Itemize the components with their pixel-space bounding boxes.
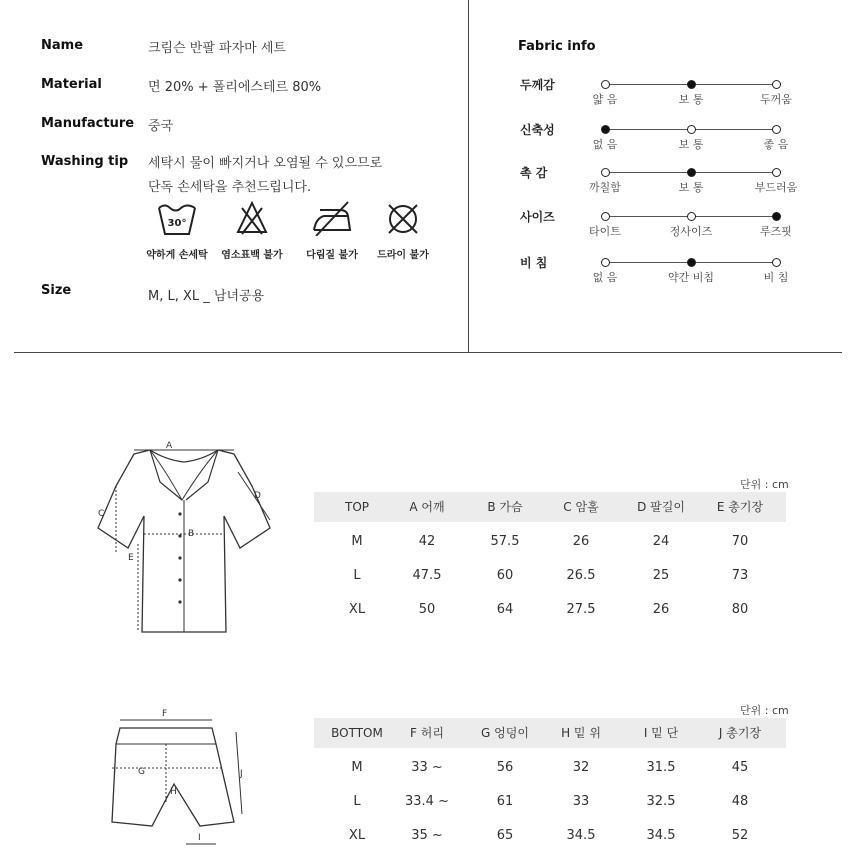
fabric-row-label: 신축성 (520, 123, 555, 137)
material-value: 면 20% + 폴리에스테르 80% (148, 80, 322, 95)
table-cell: 24 (652, 534, 670, 549)
table-cell: 80 (731, 602, 749, 617)
table-cell: 64 (496, 602, 514, 617)
fabric-scale-caption: 정사이즈 (669, 225, 713, 238)
table-cell: 27.5 (566, 602, 596, 617)
care-caption-bleach: 염소표백 불가 (221, 250, 283, 261)
material-label: Material (41, 77, 102, 92)
fabric-scale-dot-selected (601, 125, 610, 134)
fabric-scale-dot (772, 168, 781, 177)
bottom-unit-label: 단위 : cm (740, 704, 789, 717)
table-cell: 65 (496, 828, 514, 843)
table-cell: 56 (496, 760, 514, 775)
table-cell: 32 (572, 760, 590, 775)
care-caption-iron: 다림질 불가 (306, 250, 358, 261)
fabric-row-label: 두께감 (520, 78, 555, 92)
table-cell: 25 (652, 568, 670, 583)
fabric-scale-caption: 보 통 (678, 93, 704, 106)
fabric-scale-caption: 타이트 (589, 225, 621, 238)
table-cell: 26 (652, 602, 670, 617)
size-label: Size (41, 283, 72, 298)
table-row-size: L (353, 568, 361, 583)
svg-text:F: F (162, 709, 168, 719)
fabric-scale-dot-selected (687, 80, 696, 89)
fabric-row-label: 사이즈 (520, 210, 555, 224)
table-cell: 33.4 ~ (405, 794, 449, 809)
table-header-cell: F 허리 (410, 726, 444, 740)
table-cell: 47.5 (412, 568, 442, 583)
fabric-row-label: 촉 감 (520, 166, 548, 180)
care-caption-dryclean: 드라이 불가 (377, 250, 429, 261)
washing-label: Washing tip (41, 154, 129, 169)
no-iron-icon (310, 200, 354, 236)
manufacture-value: 중국 (148, 119, 174, 134)
name-label: Name (41, 38, 84, 53)
fabric-scale-dot (601, 212, 610, 221)
table-header-cell: B 가슴 (487, 500, 523, 514)
table-row-size: XL (348, 828, 366, 843)
fabric-scale-caption: 루즈핏 (760, 225, 792, 238)
svg-text:30°: 30° (167, 218, 187, 229)
fabric-scale-dot-selected (687, 168, 696, 177)
table-header-cell: BOTTOM (331, 726, 383, 740)
horizontal-divider (14, 352, 842, 353)
fabric-scale-caption: 약간 비침 (667, 271, 714, 284)
fabric-scale-caption: 없 음 (592, 271, 618, 284)
care-caption-handwash: 약하게 손세탁 (146, 250, 208, 261)
table-cell: 31.5 (646, 760, 676, 775)
no-bleach-icon (236, 200, 268, 236)
table-cell: 33 ~ (411, 760, 443, 775)
vertical-divider (468, 0, 469, 352)
fabric-scale-caption: 보 통 (678, 138, 704, 151)
svg-text:C: C (98, 509, 105, 519)
table-header-cell: H 밑 위 (561, 726, 601, 740)
no-dryclean-icon (386, 202, 420, 236)
svg-text:H: H (170, 787, 177, 797)
svg-text:A: A (166, 441, 173, 451)
table-cell: 42 (418, 534, 436, 549)
table-cell: 26 (572, 534, 590, 549)
table-header-cell: C 암홀 (563, 500, 599, 514)
fabric-scale-dot (772, 125, 781, 134)
table-cell: 32.5 (646, 794, 676, 809)
fabric-scale-dot (687, 212, 696, 221)
fabric-scale-caption: 좋 음 (763, 138, 789, 151)
table-header-cell: E 총기장 (716, 500, 764, 514)
svg-text:J: J (240, 769, 243, 779)
fabric-scale-dot (772, 80, 781, 89)
fabric-scale-dot (601, 168, 610, 177)
fabric-scale-caption: 까칠함 (589, 181, 621, 194)
fabric-scale-caption: 부드러움 (754, 181, 798, 194)
fabric-scale-dot (601, 258, 610, 267)
table-header-cell: J 총기장 (718, 726, 762, 740)
table-row-size: M (351, 534, 363, 549)
fabric-row-label: 비 침 (520, 256, 548, 270)
table-cell: 50 (418, 602, 436, 617)
table-header-cell: D 팔길이 (637, 500, 685, 514)
table-cell: 45 (731, 760, 749, 775)
table-row-size: L (353, 794, 361, 809)
name-value: 크림슨 반팔 파자마 세트 (148, 41, 286, 56)
table-row-size: XL (348, 602, 366, 617)
table-cell: 26.5 (566, 568, 596, 583)
fabric-scale-dot (687, 125, 696, 134)
fabric-scale-dot (601, 80, 610, 89)
table-header-cell: I 밑 단 (643, 726, 679, 740)
table-cell: 34.5 (566, 828, 596, 843)
washing-line1: 세탁시 물이 빠지거나 오염될 수 있으므로 (148, 156, 383, 171)
table-cell: 70 (731, 534, 749, 549)
table-cell: 34.5 (646, 828, 676, 843)
washing-line2: 단독 손세탁을 추천드립니다. (148, 180, 312, 195)
fabric-scale-dot-selected (687, 258, 696, 267)
top-unit-label: 단위 : cm (740, 478, 789, 491)
table-cell: 52 (731, 828, 749, 843)
table-cell: 61 (496, 794, 514, 809)
svg-text:D: D (254, 491, 261, 501)
fabric-scale-dot (772, 258, 781, 267)
manufacture-label: Manufacture (41, 116, 135, 131)
fabric-scale-caption: 보 통 (678, 181, 704, 194)
fabric-info-title: Fabric info (518, 39, 596, 54)
table-row-size: M (351, 760, 363, 775)
table-cell: 57.5 (490, 534, 520, 549)
size-value: M, L, XL _ 남녀공용 (148, 289, 265, 304)
svg-text:B: B (188, 529, 195, 539)
svg-text:I: I (198, 833, 201, 843)
table-cell: 60 (496, 568, 514, 583)
table-header-cell: A 어깨 (409, 500, 445, 514)
fabric-scale-caption: 비 침 (763, 271, 789, 284)
table-cell: 35 ~ (411, 828, 443, 843)
table-header-cell: TOP (344, 500, 369, 514)
table-cell: 33 (572, 794, 590, 809)
handwash-30-icon (156, 202, 198, 238)
svg-text:G: G (138, 767, 145, 777)
table-cell: 48 (731, 794, 749, 809)
fabric-scale-dot-selected (772, 212, 781, 221)
svg-text:E: E (128, 553, 134, 563)
shirt-diagram (94, 436, 274, 636)
table-cell: 73 (731, 568, 749, 583)
fabric-scale-caption: 얇 음 (592, 93, 618, 106)
fabric-scale-caption: 없 음 (592, 138, 618, 151)
table-header-cell: G 엉덩이 (481, 726, 529, 740)
fabric-scale-caption: 두꺼움 (760, 93, 792, 106)
shorts-diagram (100, 704, 260, 854)
